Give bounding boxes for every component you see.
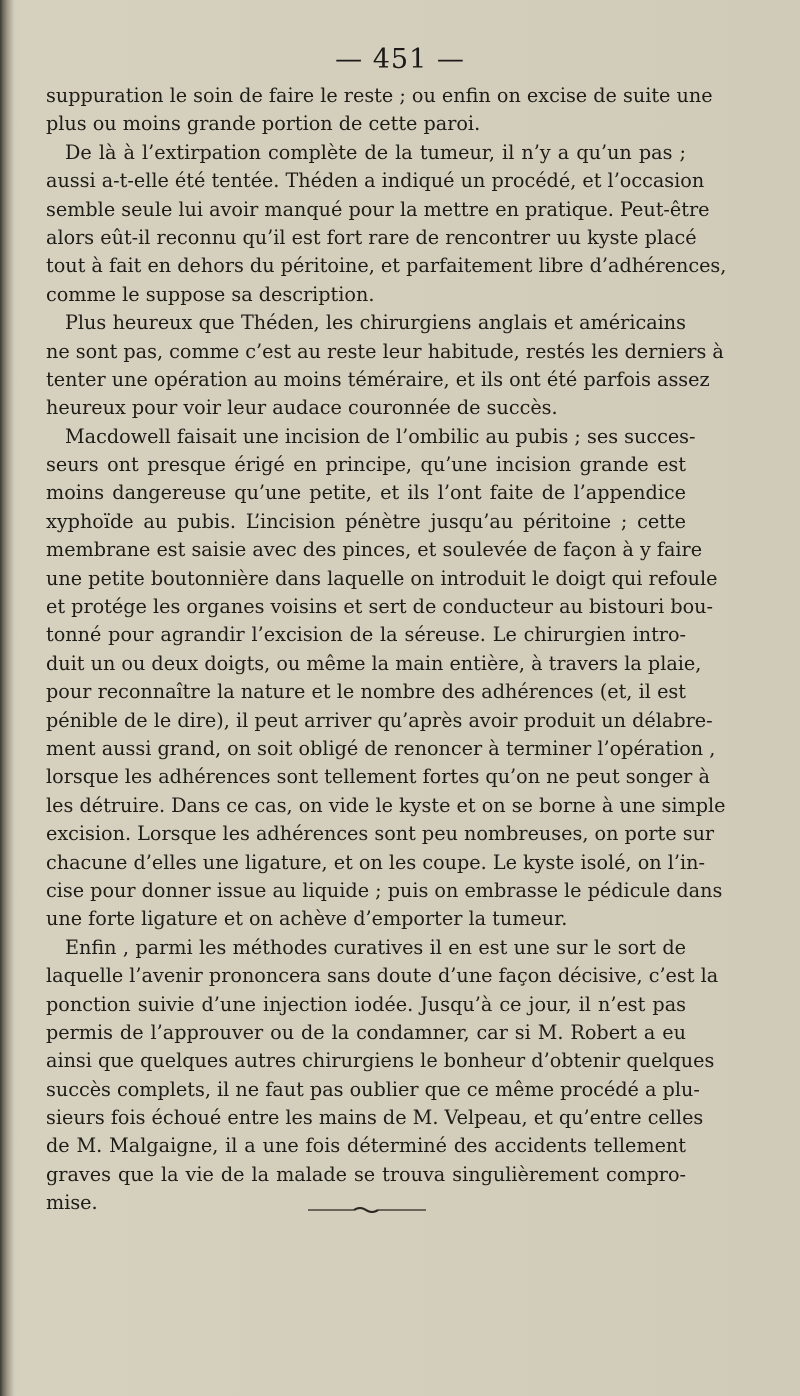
text-line: Enfin , parmi les méthodes curatives il en est une sur le sort de bbox=[65, 935, 686, 959]
text-line: moins dangereuse qu’une petite, et ils l’ont faite de l’appendice bbox=[46, 481, 686, 505]
text-line: succès complets, il ne faut pas oublier que ce même procédé a plu- bbox=[46, 1077, 700, 1101]
text-line: tout à fait en dehors du péritoine, et parfaitement libre d’adhérences, bbox=[46, 254, 727, 278]
text-line: une forte ligature et on achève d’emporter la tumeur. bbox=[46, 907, 568, 931]
text-line: De là à l’extirpation complète de la tumeur, il n’y a qu’un pas ; bbox=[65, 140, 686, 164]
text-line: cise pour donner issue au liquide ; puis on embrasse le pédicule dans bbox=[46, 878, 723, 902]
body-text bbox=[46, 82, 727, 1218]
page-number: — 451 — bbox=[335, 44, 465, 75]
text-line: une petite boutonnière dans laquelle on introduit le doigt qui refoule bbox=[46, 566, 718, 590]
text-line: suppuration le soin de faire le reste ; ou enfin on excise de suite une bbox=[46, 84, 713, 107]
text-line: sieurs fois échoué entre les mains de M. Velpeau, et qu’entre celles bbox=[46, 1106, 704, 1130]
text-line: membrane est saisie avec des pinces, et soulevée de façon à y faire bbox=[46, 538, 703, 562]
text-line: tenter une opération au moins téméraire, et ils ont été parfois assez bbox=[46, 367, 710, 391]
text-line: comme le suppose sa description. bbox=[46, 282, 375, 306]
text-line: tonné pour agrandir l’excision de la séreuse. Le chirurgien intro- bbox=[46, 623, 686, 647]
text-line: excision. Lorsque les adhérences sont peu nombreuses, on porte sur bbox=[46, 822, 715, 846]
book-spine-shadow bbox=[0, 0, 14, 1396]
text-line: aussi a-t-elle été tentée. Théden a indiqué un procédé, et l’occasion bbox=[46, 169, 705, 193]
text-line: les détruire. Dans ce cas, on vide le kyste et on se borne à une simple bbox=[46, 793, 726, 817]
text-line: ponction suivie d’une injection iodée. Jusqu’à ce jour, il n’est pas bbox=[46, 992, 686, 1016]
text-line: pénible de le dire), il peut arriver qu’après avoir produit un délabre- bbox=[46, 708, 713, 732]
text-line: mise. bbox=[46, 1191, 98, 1215]
text-line: xyphoïde au pubis. L’incision pénètre jusqu’au péritoine ; cette bbox=[46, 509, 686, 533]
text-line: permis de l’approuver ou de la condamner, car si M. Robert a eu bbox=[46, 1020, 686, 1044]
text-line: chacune d’elles une ligature, et on les coupe. Le kyste isolé, on l’in- bbox=[46, 850, 705, 874]
text-line: duit un ou deux doigts, ou même la main entière, à travers la plaie, bbox=[46, 651, 702, 675]
text-line: Plus heureux que Théden, les chirurgiens anglais et américains bbox=[65, 311, 686, 335]
text-line: de M. Malgaigne, il a une fois déterminé des accidents tellement bbox=[46, 1134, 686, 1158]
text-line: ment aussi grand, on soit obligé de renoncer à terminer l’opération , bbox=[46, 736, 716, 760]
text-line: laquelle l’avenir prononcera sans doute d’une façon décisive, c’est la bbox=[46, 964, 719, 988]
text-line: graves que la vie de la malade se trouva singulièrement compro- bbox=[46, 1162, 686, 1186]
text-line: alors eût-il reconnu qu’il est fort rare de rencontrer uu kyste placé bbox=[46, 225, 697, 249]
text-line: heureux pour voir leur audace couronnée de succès. bbox=[46, 396, 558, 420]
text-line: Macdowell faisait une incision de l’ombilic au pubis ; ses succes- bbox=[65, 424, 696, 448]
text-line: ainsi que quelques autres chirurgiens le bonheur d’obtenir quelques bbox=[46, 1049, 715, 1073]
text-line: seurs ont presque érigé en principe, qu’une incision grande est bbox=[46, 453, 686, 477]
text-line: et protége les organes voisins et sert de conducteur au bistouri bou- bbox=[46, 595, 714, 619]
end-ornament bbox=[308, 1205, 426, 1215]
text-line: semble seule lui avoir manqué pour la mettre en pratique. Peut-être bbox=[46, 197, 710, 221]
text-line: lorsque les adhérences sont tellement fortes qu’on ne peut songer à bbox=[46, 765, 710, 789]
text-line: plus ou moins grande portion de cette paroi. bbox=[46, 112, 481, 136]
text-line: pour reconnaître la nature et le nombre des adhérences (et, il est bbox=[46, 680, 686, 704]
text-line: ne sont pas, comme c’est au reste leur habitude, restés les derniers à bbox=[46, 339, 724, 363]
